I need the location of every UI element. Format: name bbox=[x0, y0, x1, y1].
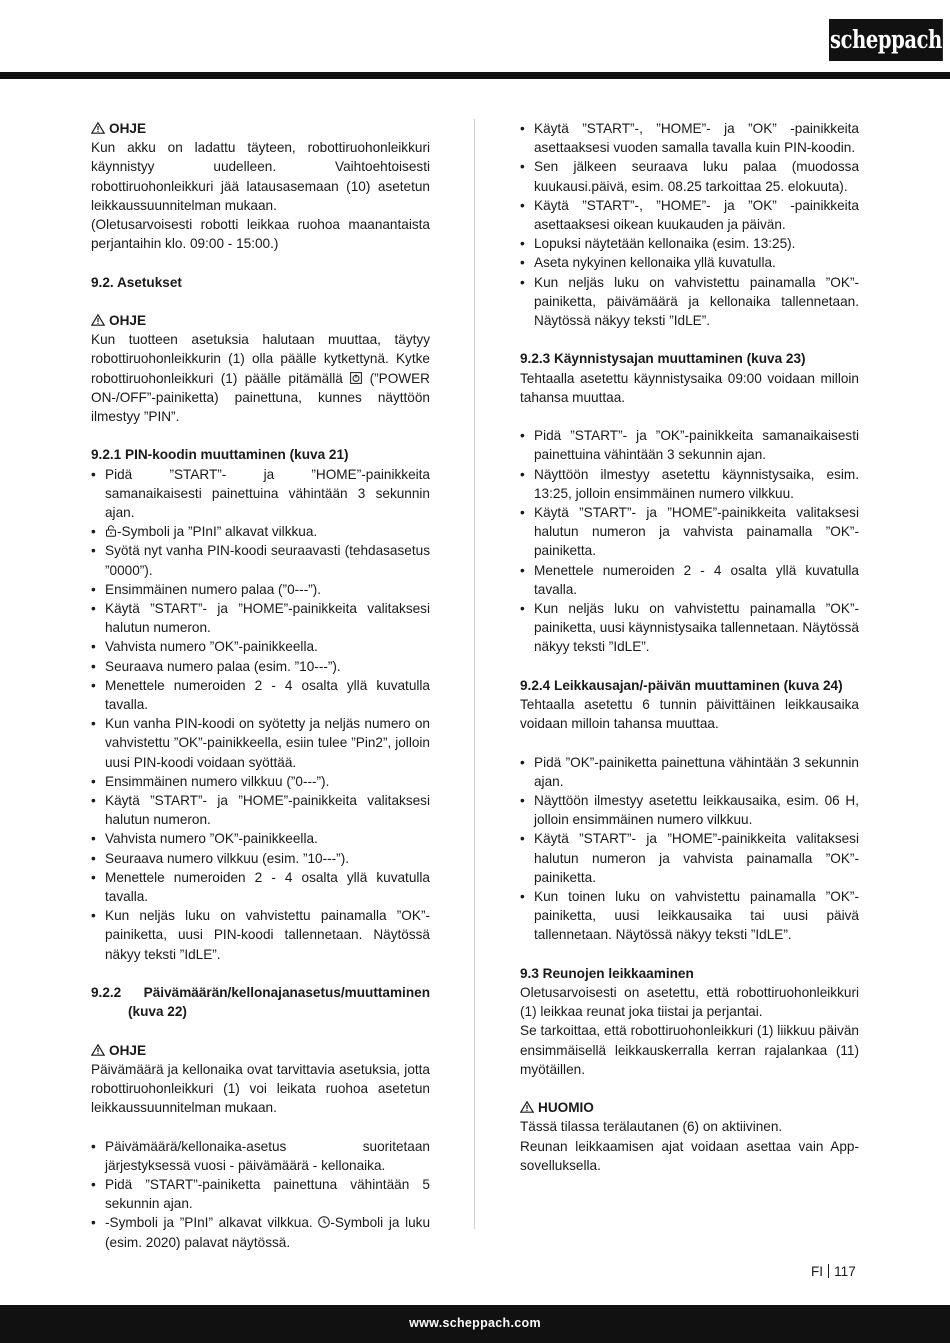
section-heading: 9.2. Asetukset bbox=[91, 274, 182, 290]
warning-icon bbox=[520, 1101, 534, 1113]
warning-icon bbox=[91, 314, 105, 326]
list-item: • Käytä ”START”- ja ”HOME”-painikkeita valitaksesi halutun numeron ja vahvista painamalla ”OK”-painiketta. bbox=[520, 829, 859, 887]
pin-steps-list bbox=[91, 465, 430, 964]
list-item: • Aseta nykyinen kellonaika yllä kuvatulla. bbox=[520, 253, 859, 272]
left-column bbox=[91, 119, 430, 1252]
list-item: • Käytä ”START”- ja ”HOME”-painikkeita valitaksesi halutun numeron ja vahvista painamalla ”OK”-painiketta. bbox=[520, 503, 859, 561]
list-item: • Kun neljäs luku on vahvistettu painamalla ”OK”-painiketta, uusi PIN-koodi tallennetaan. Näytössä näkyy teksti ”IdLE”. bbox=[91, 906, 430, 964]
section-text: Tehtaalla asetettu 6 tunnin päivittäinen leikkausaika voidaan milloin tahansa muuttaa. bbox=[520, 697, 859, 732]
list-item: • Pidä ”START”- ja ”OK”-painikkeita samanaikaisesti painettuina vähintään 3 sekunnin ajan. bbox=[520, 426, 859, 464]
brand-logo: scheppach bbox=[829, 19, 943, 61]
caution-text: Tässä tilassa terälautanen (6) on aktiivinen. bbox=[520, 1119, 783, 1135]
note-heading: OHJE bbox=[91, 119, 430, 138]
list-item: • Seuraava numero palaa (esim. ”10---”). bbox=[91, 657, 430, 676]
note-text: Kun akku on ladattu täyteen, robottiruohonleikkuri käynnistyy uudelleen. Vaihtoehtoisesti robottiruohonleikkuri jää latausasemaan (10) asetetun leikkaussuunnitelman mukaan. bbox=[91, 140, 430, 213]
list-item: • Näyttöön ilmestyy asetettu leikkausaika, esim. 06 H, jolloin ensimmäinen numero vilkkuu. bbox=[520, 791, 859, 829]
note-text: Päivämäärä ja kellonaika ovat tarvittavia asetuksia, jotta robottiruohonleikkuri (1) voi leikata ruohoa asetetun leikkaussuunnitelman mukaan. bbox=[91, 1061, 430, 1116]
list-item: • Menettele numeroiden 2 - 4 osalta yllä kuvatulla tavalla. bbox=[520, 561, 859, 599]
note-heading: OHJE bbox=[91, 1041, 430, 1060]
date-steps-list bbox=[91, 1137, 430, 1252]
date-steps-continued-list bbox=[520, 119, 859, 330]
warning-icon bbox=[91, 1044, 105, 1056]
list-item: • Käytä ”START”- ja ”HOME”-painikkeita valitaksesi halutun numeron. bbox=[91, 599, 430, 637]
list-item: • Näyttöön ilmestyy asetettu käynnistysaika, esim. 13:25, jolloin ensimmäinen numero vilkkuu. bbox=[520, 465, 859, 503]
list-item: • Kun neljäs luku on vahvistettu painamalla ”OK”-painiketta, päivämäärä ja kellonaika tallennetaan. Näytössä näkyy teksti ”IdLE”. bbox=[520, 273, 859, 331]
list-item: • Sen jälkeen seuraava luku palaa (muodossa kuukausi.päivä, esim. 08.25 tarkoittaa 25. elokuuta). bbox=[520, 157, 859, 195]
list-item: • Päivämäärä/kellonaika-asetus suoritetaan järjestyksessä vuosi - päivämäärä - kellonaika. bbox=[91, 1137, 430, 1175]
list-item: • Vahvista numero ”OK”-painikkeella. bbox=[91, 637, 430, 656]
section-text: Se tarkoittaa, että robottiruohonleikkuri (1) liikkuu päivän ensimmäisellä leikkauskerralla kerran rajalankaa (11) myötäillen. bbox=[520, 1023, 859, 1077]
start-time-steps-list bbox=[520, 426, 859, 656]
header-rule bbox=[0, 72, 950, 79]
list-item: • Pidä ”OK”-painiketta painettuna vähintään 3 sekunnin ajan. bbox=[520, 753, 859, 791]
section-heading: 9.3 Reunojen leikkaaminen bbox=[520, 965, 694, 981]
note-heading: OHJE bbox=[91, 311, 430, 330]
list-item: • Lopuksi näytetään kellonaika (esim. 13:25). bbox=[520, 234, 859, 253]
list-item: • Käytä ”START”-, ”HOME”- ja ”OK” -painikkeita asettaaksesi oikean kuukauden ja päivän. bbox=[520, 196, 859, 234]
cutting-time-steps-list bbox=[520, 753, 859, 945]
section-text: Oletusarvoisesti on asetettu, että robottiruohonleikkuri (1) leikkaa reunat joka tiistai ja perjantai. bbox=[520, 985, 859, 1020]
column-divider bbox=[474, 119, 475, 1229]
note-text: Kun tuotteen asetuksia halutaan muuttaa, täytyy robottiruohonleikkurin (1) olla päälle kytkettynä. Kytke robottiruohonleikkuri (1) päälle pitämällä (”POWER ON-/OFF”-painiketta) painettuna, kunnes näyttöön ilmestyy ”PIN”. bbox=[91, 332, 430, 425]
caution-text: Reunan leikkaamisen ajat voidaan asettaa vain App-sovelluksella. bbox=[520, 1138, 859, 1173]
list-item: • Menettele numeroiden 2 - 4 osalta yllä kuvatulla tavalla. bbox=[91, 868, 430, 906]
section-heading: 9.2.4 Leikkausajan/-päivän muuttaminen (kuva 24) bbox=[520, 677, 843, 693]
list-item: • Ensimmäinen numero vilkkuu (”0---”). bbox=[91, 772, 430, 791]
list-item: • Kun vanha PIN-koodi on syötetty ja neljäs numero on vahvistettu ”OK”-painikkeella, esiin tulee ”Pin2”, jolloin uusi PIN-koodi voidaan syöttää. bbox=[91, 714, 430, 772]
list-item: • Vahvista numero ”OK”-painikkeella. bbox=[91, 829, 430, 848]
list-item: • Kun toinen luku on vahvistettu painamalla ”OK”-painiketta, uusi leikkausaika tai uusi päivä tallennetaan. Näytössä näkyy teksti ”IdLE”. bbox=[520, 887, 859, 945]
list-item: • -Symboli ja ”PInI” alkavat vilkkua. bbox=[91, 522, 430, 541]
section-text: Tehtaalla asetettu käynnistysaika 09:00 voidaan milloin tahansa muuttaa. bbox=[520, 370, 859, 405]
caution-heading: HUOMIO bbox=[520, 1098, 859, 1117]
right-column bbox=[520, 119, 859, 1175]
list-item: • Pidä ”START”-painiketta painettuna vähintään 5 sekunnin ajan. bbox=[91, 1175, 430, 1213]
page-number: FI 117 bbox=[811, 1264, 856, 1279]
section-heading: 9.2.1 PIN-koodin muuttaminen (kuva 21) bbox=[91, 447, 349, 463]
list-item: • Ensimmäinen numero palaa (”0---”). bbox=[91, 580, 430, 599]
power-button-icon bbox=[350, 372, 362, 384]
footer-website[interactable]: www.scheppach.com bbox=[0, 1305, 950, 1343]
list-item: • Käytä ”START”-, ”HOME”- ja ”OK” -painikkeita asettaaksesi vuoden samalla tavalla kuin PIN-koodin. bbox=[520, 119, 859, 157]
lock-icon bbox=[105, 525, 117, 537]
list-item: • Kun neljäs luku on vahvistettu painamalla ”OK”-painiketta, uusi käynnistysaika tallennetaan. Näytössä näkyy teksti ”IdLE”. bbox=[520, 599, 859, 657]
list-item: • Pidä ”START”- ja ”HOME”-painikkeita samanaikaisesti painettuina vähintään 3 sekunnin ajan. bbox=[91, 465, 430, 523]
warning-icon bbox=[91, 122, 105, 134]
list-item: • Syötä nyt vanha PIN-koodi seuraavasti (tehdasasetus ”0000”). bbox=[91, 541, 430, 579]
section-heading: 9.2.2 Päivämäärän/kellonajanasetus/muuttaminen (kuva 22) bbox=[91, 985, 430, 1020]
list-item: • Menettele numeroiden 2 - 4 osalta yllä kuvatulla tavalla. bbox=[91, 676, 430, 714]
list-item: • -Symboli ja ”PInI” alkavat vilkkua. -Symboli ja luku (esim. 2020) palavat näytössä. bbox=[91, 1213, 430, 1251]
section-heading: 9.2.3 Käynnistysajan muuttaminen (kuva 23) bbox=[520, 351, 806, 367]
list-item: • Seuraava numero vilkkuu (esim. ”10---”). bbox=[91, 849, 430, 868]
note-text: (Oletusarvoisesti robotti leikkaa ruohoa maanantaista perjantaihin klo. 09:00 - 15:00.) bbox=[91, 217, 430, 252]
list-item: • Käytä ”START”- ja ”HOME”-painikkeita valitaksesi halutun numeron. bbox=[91, 791, 430, 829]
clock-icon bbox=[318, 1216, 330, 1228]
